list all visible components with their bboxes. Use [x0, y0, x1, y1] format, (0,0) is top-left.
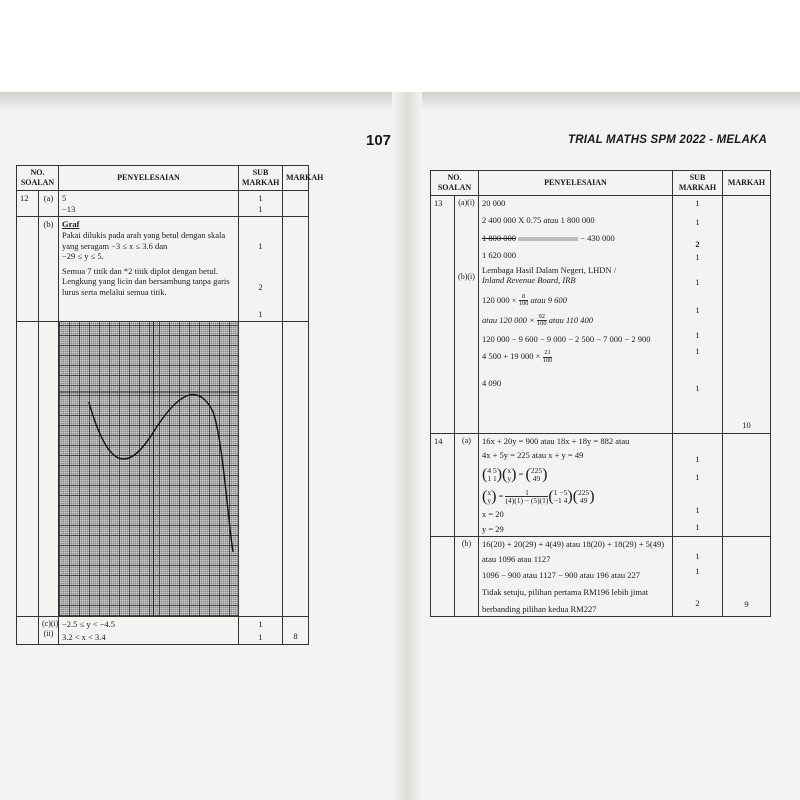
right-marking-table: [430, 170, 771, 617]
solution-cell: 16x + 20y = 900 atau 18x + 18y = 882 atau 4x + 5y = 225 atau x + y = 49 ( 4 5 1 1 )( x y ) = ( 225 49 ) ( x y ) = $\frac{1}{(4)(1) - (5)(1)}$ ( 1 −5 −1 4 )( 225 49 ) x = 20 y = 29: [479, 433, 673, 537]
sub-mark-cell: 1 1: [239, 617, 283, 645]
solution-cell: 16(20) + 20(29) + 4(49) atau 18(20) + 18(29) + 5(49) atau 1096 atau 1127 1096 − 900 atau 1127 − 900 atau 196 atau 227 Tidak setuju, pilihan pertama RM196 lebih jimat berbanding pilihan kedua RM227: [479, 537, 673, 617]
part-label: (b): [455, 537, 479, 617]
col-header-sub-markah: SUB MARKAH: [239, 166, 283, 191]
table-row: [431, 196, 771, 434]
solution-cell: Graf Pakai dilukis pada arah yang betul dengan skala yang seragam −3 ≤ x ≤ 3.6 dan −29 ≤ y ≤ 5. Semua 7 titik dan *2 titik diplot dengan betul. Lengkung yang licin dan bersambung tanpa garis lurus serta melalui semua titik.: [59, 217, 239, 322]
running-head: TRIAL MATHS SPM 2022 - MELAKA: [568, 134, 767, 146]
col-header-sub-markah: SUB MARKAH: [673, 171, 723, 196]
mark-cell: [283, 191, 309, 217]
sub-mark-cell: 1 1 1 1: [673, 433, 723, 537]
question-number: 13: [431, 196, 455, 434]
part-label: (c)(i) (ii): [39, 617, 59, 645]
col-header-soalan: NO. SOALAN: [17, 166, 59, 191]
book-gutter: [392, 92, 422, 800]
col-header-markah: MARKAH: [723, 171, 771, 196]
col-header-penyelesaian: PENYELESAIAN: [479, 171, 673, 196]
col-header-markah: MARKAH: [283, 166, 309, 191]
col-header-soalan: NO. SOALAN: [431, 171, 479, 196]
plotted-curve: [59, 322, 238, 616]
table-row: [17, 322, 309, 617]
solution-cell: 5 −13: [59, 191, 239, 217]
graph-paper: [59, 322, 239, 617]
question-number: 12: [17, 191, 39, 217]
solution-cell: 20 000 2 400 000 X 0.75 atau 1 800 000 1 800 000 − 430 000 1 620 000 Lembaga Hasil Dalam Negeri, LHDN / Inland Revenue Board, IRB 120 000 × $\frac{8}{100}$ atau 9 600 atau 120 000 × $\frac{92}{100}$ atau 110 400 120 000 − 9 600 − 9 000 − 2 500 − 7 000 − 2 900 4 500 + 19 000 × $\frac{21}{100}$ 4 090: [479, 196, 673, 434]
part-label: (a): [455, 433, 479, 537]
total-mark: 10: [723, 196, 771, 434]
solution-cell: −2.5 ≤ y < −4.5 3.2 < x < 3.4: [59, 617, 239, 645]
table-row: [431, 433, 771, 537]
table-row: [17, 191, 309, 217]
table-header: [431, 171, 771, 196]
table-row: [431, 537, 771, 617]
left-marking-table: [16, 165, 324, 645]
table-row: [17, 217, 309, 322]
part-label: (b): [39, 217, 59, 322]
col-header-penyelesaian: PENYELESAIAN: [59, 166, 239, 191]
total-mark: 9: [723, 537, 771, 617]
sub-mark-cell: 1 2 1: [239, 217, 283, 322]
table-header: [17, 166, 309, 191]
sub-mark-cell: 1 1 2: [673, 537, 723, 617]
question-number: 14: [431, 433, 455, 537]
total-mark: 8: [283, 617, 309, 645]
table-row: [17, 617, 309, 645]
part-label: (a)(i) (b)(i): [455, 196, 479, 434]
page-number: 107: [366, 132, 392, 149]
sub-mark-cell: 1 1: [239, 191, 283, 217]
part-label: (a): [39, 191, 59, 217]
sub-mark-cell: 1 1 2 1 1 1 1 1 1: [673, 196, 723, 434]
